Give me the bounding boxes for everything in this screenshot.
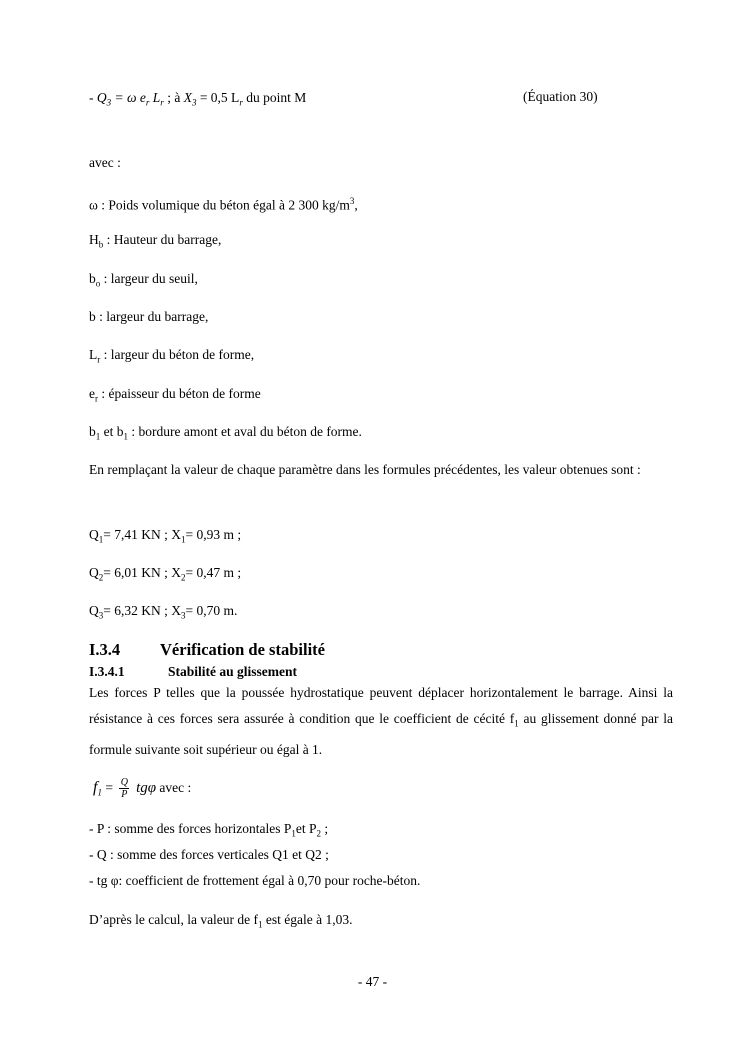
result-3-q-index: 3 (98, 610, 104, 621)
eq-l-symbol: L (149, 90, 161, 105)
section-heading (89, 640, 325, 660)
eq-lr-index: r (160, 97, 164, 108)
result-2-x-value: = 0,47 m ; (185, 565, 242, 580)
result-1 (89, 526, 241, 549)
result-2 (89, 564, 241, 587)
eq-q-symbol: Q (96, 90, 107, 105)
replace-paragraph: En remplaçant la valeur de chaque paramètre dans les formules précédentes, les valeur obtenues sont : (89, 462, 641, 477)
formula-numerator: Q (120, 777, 128, 789)
force-p-sub2: 2 (316, 828, 321, 839)
definition-hb (89, 231, 221, 254)
definition-hb-symbol: H (89, 232, 99, 247)
result-1-x-value: = 0,93 m ; (185, 527, 242, 542)
force-p-mid: et P (295, 821, 317, 836)
page-number: - 47 - (357, 974, 388, 989)
eq-q-index: 3 (106, 97, 112, 108)
eq-x-symbol: X (183, 90, 192, 105)
definition-bo-text: : largeur du seuil, (100, 271, 198, 286)
avec-label: avec : (89, 155, 121, 170)
equation-30-line (89, 89, 306, 112)
definition-er-sub: r (95, 393, 98, 404)
result-2-q-value: = 6,01 KN ; X (103, 565, 181, 580)
formula-avec: avec : (156, 780, 192, 795)
eq-er-index: r (145, 97, 150, 108)
eq-prefix: - (89, 90, 97, 105)
result-2-q: Q (89, 565, 99, 580)
definition-er-symbol: e (89, 386, 95, 401)
result-3-x-index: 3 (181, 610, 186, 621)
eq-suffix: du point M (242, 90, 307, 105)
definition-lr-symbol: L (89, 347, 98, 362)
conclusion-text: D’après le calcul, la valeur de f (89, 912, 259, 927)
result-1-q-value: = 7,41 KN ; X (103, 527, 181, 542)
definition-b1-sub1: 1 (95, 431, 101, 442)
glissement-text-after: au glissement donné par la formule suivante soit supérieur ou égal à 1. (89, 711, 673, 757)
glissement-text-before: Les forces P telles que la poussée hydrostatique peuvent déplacer horizontalement le barrage. Ainsi la résistance à ces forces sera assurée à condition que le coefficient de cécité f (89, 685, 673, 726)
result-3-q: Q (89, 603, 99, 618)
formula-f-symbol: f (93, 779, 98, 796)
force-p (89, 820, 328, 843)
force-q: - Q : somme des forces verticales Q1 et Q2 ; (89, 847, 329, 862)
glissement-sub: 1 (514, 718, 519, 729)
definition-omega (89, 192, 358, 215)
eq-lr2-index: r (239, 97, 243, 108)
conclusion-tail: est égale à 1,03. (262, 912, 353, 927)
definition-b1-sub2: 1 (123, 431, 128, 442)
eq-x-rhs: = 0,5 L (196, 90, 240, 105)
formula-fraction (119, 777, 129, 800)
definition-lr-sub: r (97, 354, 101, 365)
result-3-q-value: = 6,32 KN ; X (103, 603, 181, 618)
conclusion-sub: 1 (258, 919, 263, 930)
definition-b: b : largeur du barrage, (89, 309, 209, 324)
definition-omega-tail: , (354, 197, 358, 213)
definition-hb-text: : Hauteur du barrage, (103, 232, 222, 247)
result-1-x-index: 1 (181, 534, 186, 545)
definition-hb-sub: b (98, 239, 104, 250)
force-p-text: - P : somme des forces horizontales P (89, 821, 292, 836)
definition-bo (89, 270, 198, 293)
conclusion (89, 911, 353, 934)
glissement-paragraph (89, 680, 673, 763)
result-1-q: Q (89, 527, 99, 542)
result-2-q-index: 2 (98, 572, 104, 583)
definition-b1-symbol: b (89, 424, 96, 439)
equation-number: (Équation 30) (523, 89, 598, 104)
result-3 (89, 602, 237, 625)
eq-q-rhs: = ω e (111, 90, 146, 105)
force-p-tail: ; (320, 821, 329, 836)
formula-equals: = (101, 780, 117, 795)
eq-middle: ; à (163, 90, 184, 105)
formula-tg: tgφ (132, 780, 157, 796)
subsection-heading (89, 664, 297, 680)
definition-omega-sup: 3 (349, 196, 355, 206)
result-1-q-index: 1 (98, 534, 104, 545)
definition-er-text: : épaisseur du béton de forme (98, 386, 261, 401)
eq-x-index: 3 (191, 97, 197, 108)
force-p-sub1: 1 (291, 828, 296, 839)
definition-bo-sub: o (95, 278, 101, 289)
definition-omega-text: ω : Poids volumique du béton égal à 2 300 kg/m (89, 197, 350, 213)
section-title: Vérification de stabilité (160, 640, 325, 659)
subsection-number: I.3.4.1 (89, 664, 125, 679)
definition-b1 (89, 423, 362, 446)
definition-b1-mid: et b (100, 424, 124, 439)
definition-lr-text: : largeur du béton de forme, (100, 347, 255, 362)
definition-lr (89, 346, 254, 369)
result-3-x-value: = 0,70 m. (185, 603, 238, 618)
definition-b1-text: : bordure amont et aval du béton de forme. (128, 424, 362, 439)
formula-denominator: P (121, 789, 128, 801)
subsection-title: Stabilité au glissement (168, 664, 298, 679)
formula-f1 (93, 776, 191, 805)
force-tg: - tg φ: coefficient de frottement égal à 0,70 pour roche-béton. (89, 873, 421, 888)
formula-f-index: 1 (97, 787, 102, 798)
result-2-x-index: 2 (181, 572, 186, 583)
definition-er (89, 385, 261, 408)
definition-bo-symbol: b (89, 271, 96, 286)
section-number: I.3.4 (89, 640, 121, 659)
